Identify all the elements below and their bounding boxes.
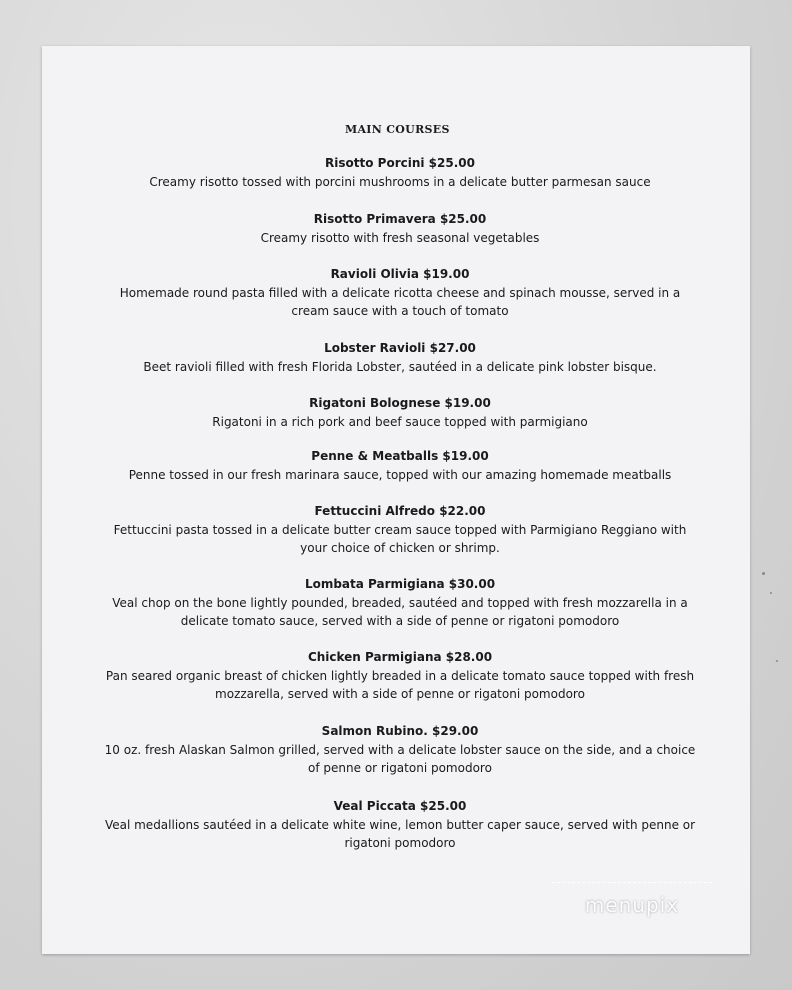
menu-item-description: Veal medallions sautéed in a delicate white wine, lemon butter caper sauce, served with penne or rigatoni pomodoro [104, 817, 696, 850]
menu-item [100, 502, 700, 558]
menu-item [100, 394, 700, 431]
menu-item-title: Rigatoni Bolognese $19.00 [309, 396, 491, 410]
menu-item-description: Pan seared organic breast of chicken lightly breaded in a delicate tomato sauce topped with fresh mozzarella, served with a side of penne or rigatoni pomodoro [105, 668, 695, 701]
menu-item-description: Veal chop on the bone lightly pounded, breaded, sautéed and topped with fresh mozzarella in a delicate tomato sauce, served with a side of penne or rigatoni pomodoro [112, 595, 688, 628]
menu-item [100, 575, 700, 631]
menu-item-description: Creamy risotto with fresh seasonal vegetables [260, 230, 540, 245]
menu-item-title: Lobster Ravioli $27.00 [324, 341, 476, 355]
menu-item [100, 722, 700, 778]
menu-item-description: Beet ravioli filled with fresh Florida Lobster, sautéed in a delicate pink lobster bisque. [143, 359, 657, 374]
menu-item [100, 648, 700, 704]
surface-speck [762, 572, 765, 575]
section-heading: MAIN COURSES [345, 123, 450, 136]
menu-item [100, 339, 700, 376]
surface-speck [776, 660, 778, 662]
menu-item [100, 797, 700, 853]
menu-item-title: Lombata Parmigiana $30.00 [304, 577, 496, 591]
menu-item-description: Rigatoni in a rich pork and beef sauce topped with parmigiano [212, 414, 588, 429]
menu-item-description: Creamy risotto tossed with porcini mushrooms in a delicate butter parmesan sauce [149, 174, 651, 189]
menu-item-title: Chicken Parmigiana $28.00 [307, 650, 493, 664]
menu-item-description: Penne tossed in our fresh marinara sauce, topped with our amazing homemade meatballs [128, 467, 672, 482]
menu-item-title: Penne & Meatballs $19.00 [311, 449, 489, 463]
menu-item-title: Fettuccini Alfredo $22.00 [314, 504, 486, 518]
menu-item [100, 265, 700, 321]
menu-item-title: Ravioli Olivia $19.00 [330, 267, 470, 281]
surface-speck [770, 592, 772, 594]
menu-item-description: Homemade round pasta filled with a delicate ricotta cheese and spinach mousse, served in a cream sauce with a touch of tomato [119, 285, 681, 318]
menu-item-title: Salmon Rubino. $29.00 [321, 724, 479, 738]
menu-item-title: Risotto Porcini $25.00 [325, 156, 475, 170]
menu-item-title: Risotto Primavera $25.00 [313, 212, 487, 226]
menu-item-description: 10 oz. fresh Alaskan Salmon grilled, served with a delicate lobster sauce on the side, and a choice of penne or rigatoni pomodoro [104, 742, 696, 775]
menu-item-title: Veal Piccata $25.00 [333, 799, 467, 813]
menu-item [100, 154, 700, 191]
menu-item [100, 210, 700, 247]
menu-item-description: Fettuccini pasta tossed in a delicate butter cream sauce topped with Parmigiano Reggiano with your choice of chicken or shrimp. [113, 522, 687, 555]
menu-item [100, 447, 700, 484]
watermark-logo: menupix [552, 882, 712, 926]
